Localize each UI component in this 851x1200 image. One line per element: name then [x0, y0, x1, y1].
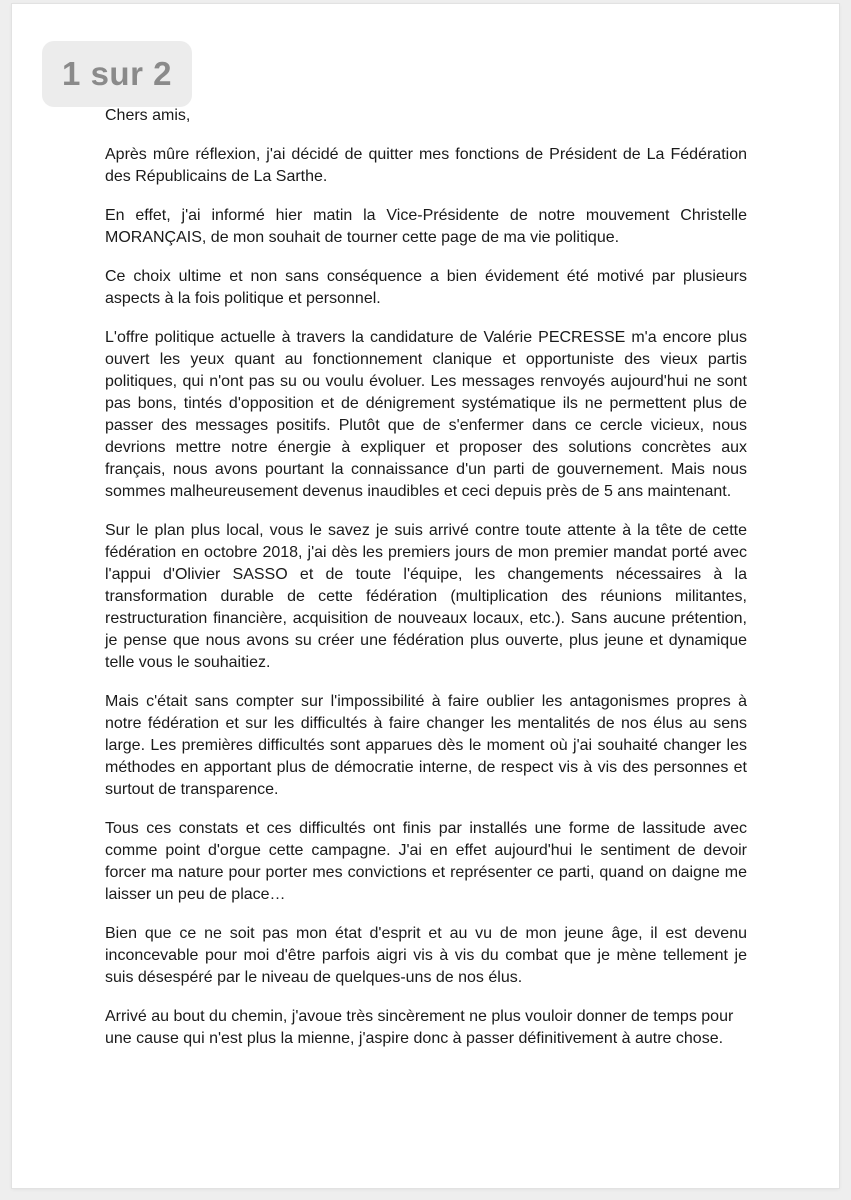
- letter-paragraph: Mais c'était sans compter sur l'impossibilité à faire oublier les antagonismes propres à notre fédération et sur les difficultés à faire changer les mentalités de nos élus au sens large. Les premières difficultés sont apparues dès le moment où j'ai souhaité changer les méthodes en apportant plus de démocratie interne, de respect vis à vis des personnes et surtout de transparence.: [105, 693, 747, 798]
- page-indicator: 1 sur 2: [42, 41, 192, 107]
- letter-paragraph: L'offre politique actuelle à travers la candidature de Valérie PECRESSE m'a encore plus ouvert les yeux quant au fonctionnement clanique et opportuniste des vieux partis politiques, qui n'ont pas su ou voulu évoluer. Les messages renvoyés aujourd'hui ne sont pas bons, tintés d'opposition et de dénigrement systématique ils ne permettent plus de passer des messages positifs. Plutôt que de s'enfermer dans ce cercle vicieux, nous devrions mettre notre énergie à expliquer et proposer des solutions concrètes aux français, nous avons pourtant la connaissance d'un parti de gouvernement. Mais nous sommes malheureusement devenus inaudibles et ceci depuis près de 5 ans maintenant.: [105, 329, 747, 500]
- letter-body: [105, 105, 747, 1067]
- letter-paragraph: En effet, j'ai informé hier matin la Vice-Présidente de notre mouvement Christelle MORANÇAIS, de mon souhait de tourner cette page de ma vie politique.: [105, 207, 747, 246]
- letter-paragraph: Ce choix ultime et non sans conséquence a bien évidement été motivé par plusieurs aspects à la fois politique et personnel.: [105, 268, 747, 307]
- letter-paragraph: Sur le plan plus local, vous le savez je suis arrivé contre toute attente à la tête de cette fédération en octobre 2018, j'ai dès les premiers jours de mon premier mandat porté avec l'appui d'Olivier SASSO et de toute l'équipe, les changements nécessaires à la transformation durable de cette fédération (multiplication des réunions militantes, restructuration financière, acquisition de nouveaux locaux, etc.). Sans aucune prétention, je pense que nous avons su créer une fédération plus ouverte, plus jeune et dynamique telle vous le souhaitiez.: [105, 522, 747, 671]
- letter-paragraph: Bien que ce ne soit pas mon état d'esprit et au vu de mon jeune âge, il est devenu inconcevable pour moi d'être parfois aigri vis à vis du combat que je mène tellement je suis désespéré par le niveau de quelques-uns de nos élus.: [105, 925, 747, 986]
- letter-paragraph: Arrivé au bout du chemin, j'avoue très sincèrement ne plus vouloir donner de temps pour une cause qui n'est plus la mienne, j'aspire donc à passer définitivement à autre chose.: [105, 1008, 734, 1047]
- letter-salutation: Chers amis,: [105, 107, 191, 124]
- letter-paragraph: Après mûre réflexion, j'ai décidé de quitter mes fonctions de Président de La Fédération des Républicains de La Sarthe.: [105, 146, 747, 185]
- letter-paragraph: Tous ces constats et ces difficultés ont finis par installés une forme de lassitude avec comme point d'orgue cette campagne. J'ai en effet aujourd'hui le sentiment de devoir forcer ma nature pour porter mes convictions et représenter ce parti, quand on daigne me laisser un peu de place…: [105, 820, 747, 903]
- document-page: [12, 4, 839, 1188]
